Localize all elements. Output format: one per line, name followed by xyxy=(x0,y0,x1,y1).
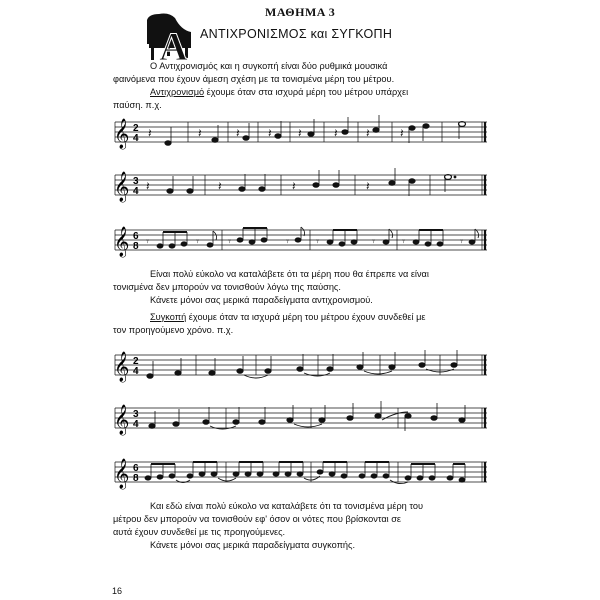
treble-clef-icon: 𝄞 xyxy=(114,227,130,257)
quarter-rest-icon: 𝄽 xyxy=(218,179,222,193)
anti-term: Αντιχρονισμό xyxy=(150,87,205,97)
time-sig-top: 6 xyxy=(133,231,139,242)
note xyxy=(275,134,281,139)
page-number: 16 xyxy=(112,586,123,596)
time-sig-bottom: 4 xyxy=(133,419,139,430)
anti-note-line-3: Κάνετε μόνοι σας μερικά παραδείγματα αντιχρονισμού. xyxy=(150,295,373,305)
anti-note-line-1: Είναι πολύ εύκολο να καταλάβετε ότι τα μέρη που θα έπρεπε να είναι xyxy=(150,269,429,279)
music-staff-3 xyxy=(0,218,600,260)
intro-line-1: Ο Αντιχρονισμός και η συγκοπή είναι δύο ρυθμικά μουσικά xyxy=(150,61,388,71)
note xyxy=(239,187,245,192)
anti-note-line-2: τονισμένα δεν μπορούν να τονισθούν λόγω της παύσης. xyxy=(113,282,341,292)
eighth-rest-icon: 𝄾 xyxy=(460,235,463,248)
quarter-rest-icon: 𝄽 xyxy=(198,126,202,140)
sync-definition-2: τον προηγούμενο χρόνο. π.χ. xyxy=(113,325,234,335)
treble-clef-icon: 𝄞 xyxy=(114,459,130,489)
sync-note-line-2: μέτρου δεν μπορούν να τονισθούν εφ' όσον οι νότες που βρίσκονται σε xyxy=(113,514,402,524)
sync-note-line-3: αυτά έχουν συνδεθεί με τις προηγούμενες. xyxy=(113,527,286,537)
tie xyxy=(244,369,454,378)
quarter-rest-icon: 𝄽 xyxy=(268,126,272,140)
music-staff-1 xyxy=(0,112,600,152)
eighth-rest-icon: 𝄾 xyxy=(286,235,289,248)
sync-note-line-4: Κάνετε μόνοι σας μερικά παραδείγματα συγκοπής. xyxy=(150,540,356,550)
time-sig-top: 3 xyxy=(133,176,139,187)
note xyxy=(308,132,314,137)
quarter-rest-icon: 𝄽 xyxy=(292,179,296,193)
time-sig-bottom: 4 xyxy=(133,133,139,144)
eighth-rest-icon: 𝄾 xyxy=(196,235,199,248)
music-staff-6 xyxy=(0,450,600,492)
eighth-rest-icon: 𝄾 xyxy=(228,235,231,248)
time-sig-top: 3 xyxy=(133,409,139,420)
time-sig-bottom: 8 xyxy=(133,241,139,252)
treble-clef-icon: 𝄞 xyxy=(114,172,130,202)
eighth-rest-icon: 𝄾 xyxy=(316,235,319,248)
anti-definition-rest: έχουμε όταν στα ισχυρά μέρη του μέτρου υπάρχει xyxy=(204,87,409,97)
note xyxy=(165,141,171,146)
quarter-rest-icon: 𝄽 xyxy=(236,126,240,140)
eighth-rest-icon: 𝄾 xyxy=(146,235,149,248)
sync-definition xyxy=(150,311,426,325)
time-sig-bottom: 8 xyxy=(133,473,139,484)
note xyxy=(167,189,173,194)
note xyxy=(212,138,218,143)
note xyxy=(187,189,193,194)
treble-clef-icon: 𝄞 xyxy=(114,405,130,435)
quarter-rest-icon: 𝄽 xyxy=(146,179,150,193)
note xyxy=(333,183,339,188)
time-sig-top: 6 xyxy=(133,463,139,474)
treble-clef-icon: 𝄞 xyxy=(114,119,130,149)
quarter-rest-icon: 𝄽 xyxy=(298,126,302,140)
quarter-rest-icon: 𝄽 xyxy=(366,126,370,140)
note xyxy=(409,126,415,131)
svg-text:A: A xyxy=(159,24,188,62)
note xyxy=(243,136,249,141)
quarter-rest-icon: 𝄽 xyxy=(148,126,152,140)
note xyxy=(259,187,265,192)
note xyxy=(423,124,429,129)
music-staff-5 xyxy=(0,398,600,438)
time-sig-top: 2 xyxy=(133,356,139,367)
note xyxy=(342,130,348,135)
sync-definition-rest: έχουμε όταν τα ισχυρά μέρη του μέτρου έχουν συνδεθεί με xyxy=(186,312,426,322)
anti-definition xyxy=(150,86,408,100)
quarter-rest-icon: 𝄽 xyxy=(334,126,338,140)
piano-logo-icon xyxy=(145,10,197,62)
treble-clef-icon: 𝄞 xyxy=(114,352,130,382)
page-subtitle: ΑΝΤΙΧΡΟΝΙΣΜΟΣ και ΣΥΓΚΟΠΗ xyxy=(200,27,393,41)
sync-note-line-1: Και εδώ είναι πολύ εύκολο να καταλάβετε ότι τα τονισμένα μέρη του xyxy=(150,501,423,511)
note xyxy=(313,183,319,188)
lesson-title: ΜΑΘΗΜΑ 3 xyxy=(265,5,336,19)
intro-line-2: φαινόμενα που έχουν άμεση σχέση με τα τονισμένα μέρη του μέτρου. xyxy=(113,74,395,84)
eighth-rest-icon: 𝄾 xyxy=(402,235,405,248)
eighth-rest-icon: 𝄾 xyxy=(372,235,375,248)
music-staff-2 xyxy=(0,165,600,205)
quarter-rest-icon: 𝄽 xyxy=(366,179,370,193)
note xyxy=(373,128,379,133)
note xyxy=(389,181,395,186)
music-staff-4 xyxy=(0,345,600,385)
time-sig-bottom: 4 xyxy=(133,366,139,377)
time-sig-top: 2 xyxy=(133,123,139,134)
sync-term: Συγκοπή xyxy=(150,312,187,322)
quarter-rest-icon: 𝄽 xyxy=(400,126,404,140)
time-sig-bottom: 4 xyxy=(133,186,139,197)
anti-definition-2: παύση. π.χ. xyxy=(113,100,162,110)
note xyxy=(409,179,415,184)
